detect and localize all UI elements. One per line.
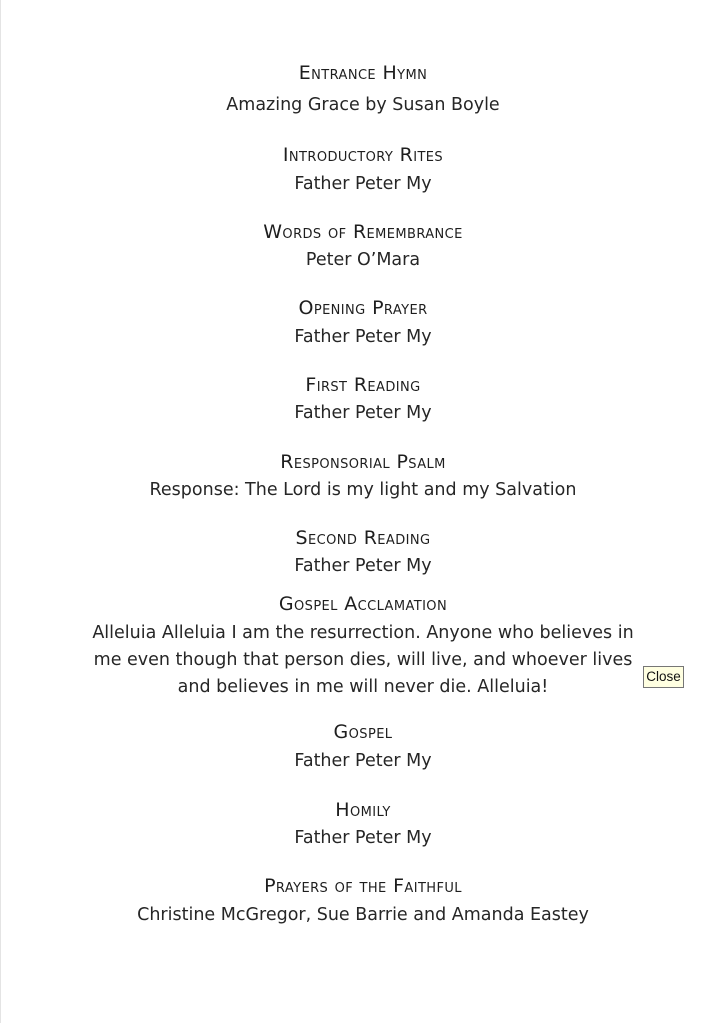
section-detail-prayers-of-the-faithful: Christine McGregor, Sue Barrie and Amanda Eastey <box>137 905 589 925</box>
section-detail-gospel: Father Peter My <box>294 751 432 771</box>
section-detail-gospel-acclamation: Alleluia Alleluia I am the resurrection. Anyone who believes in me even though that person dies, will live, and whoever lives and believes in me will never die. Alleluia! <box>92 623 634 697</box>
section-detail-homily: Father Peter My <box>294 828 432 848</box>
section-detail-first-reading: Father Peter My <box>294 403 432 423</box>
section-detail-words-of-remembrance: Peter O’Mara <box>305 250 421 270</box>
close-button[interactable]: Close <box>643 666 684 688</box>
section-heading-gospel: Gospel <box>333 721 393 743</box>
section-heading-second-reading: Second Reading <box>295 527 431 549</box>
section-heading-introductory-rites: Introductory Rites <box>282 144 444 166</box>
section-heading-prayers-of-the-faithful: Prayers of the Faithful <box>264 875 462 897</box>
section-heading-opening-prayer: Opening Prayer <box>298 297 428 319</box>
section-detail-introductory-rites: Father Peter My <box>294 174 432 194</box>
section-detail-entrance-hymn: Amazing Grace by Susan Boyle <box>226 95 500 115</box>
section-heading-words-of-remembrance: Words of Remembrance <box>263 221 463 243</box>
section-heading-first-reading: First Reading <box>305 374 421 396</box>
section-heading-entrance-hymn: Entrance Hymn <box>298 62 428 84</box>
section-heading-homily: Homily <box>335 799 391 821</box>
section-detail-second-reading: Father Peter My <box>294 556 432 576</box>
section-detail-opening-prayer: Father Peter My <box>294 327 432 347</box>
section-heading-responsorial-psalm: Responsorial Psalm <box>280 451 446 473</box>
section-heading-gospel-acclamation: Gospel Acclamation <box>278 593 448 615</box>
section-detail-responsorial-psalm: Response: The Lord is my light and my Salvation <box>149 480 577 500</box>
